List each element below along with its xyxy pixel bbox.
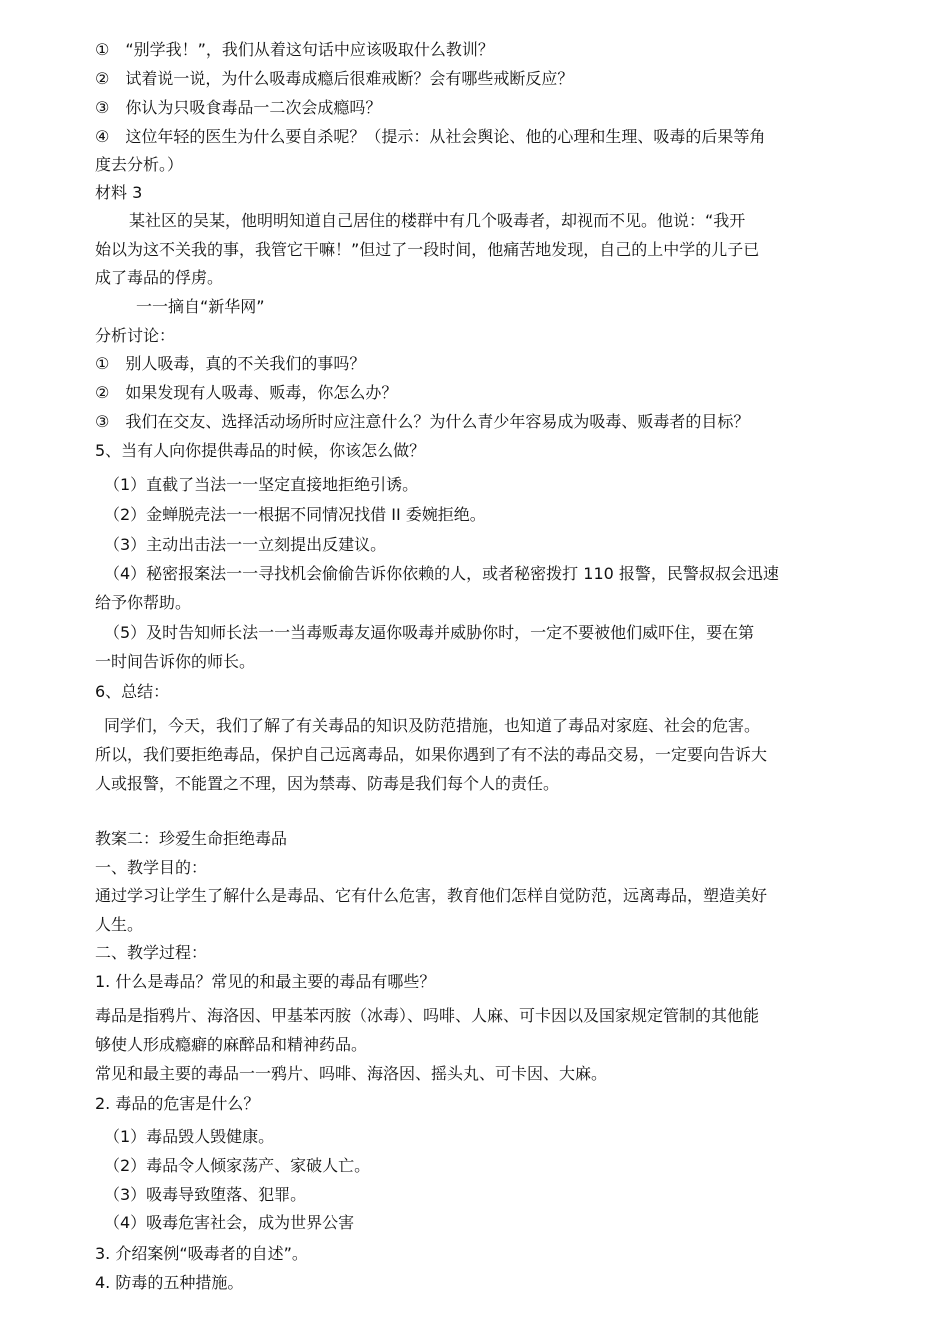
text-line: 2. 毒品的危害是什么？ (95, 1094, 260, 1113)
text-line: （2）毒品令人倾家荡产、家破人亡。 (104, 1156, 371, 1175)
text-line: 教案二：珍爱生命拒绝毒品 (95, 829, 288, 848)
text-line: ④ 这位年轻的医生为什么要自杀呢？（提示：从社会舆论、他的心理和生理、吸毒的后果等角 (95, 127, 766, 146)
text-line: （1）直截了当法一一坚定直接地拒绝引诱。 (104, 475, 419, 494)
text-line: （3）吸毒导致堕落、犯罪。 (104, 1185, 307, 1204)
text-line: （3）主动出击法一一立刻提出反建议。 (104, 535, 387, 554)
text-line: 度去分析。） (95, 155, 184, 174)
text-line: ② 如果发现有人吸毒、贩毒，你怎么办？ (95, 383, 398, 402)
text-line: 材料 3 (95, 183, 143, 202)
text-line: 6、总结： (95, 682, 170, 701)
text-line: 够使人形成瘾癖的麻醉品和精神药品。 (95, 1035, 368, 1054)
text-line: 5、当有人向你提供毒品的时候，你该怎么做？ (95, 441, 426, 460)
text-line: 常见和最主要的毒品一一鸦片、吗啡、海洛因、摇头丸、可卡因、大麻。 (95, 1064, 608, 1083)
text-line: ③ 你认为只吸食毒品一二次会成瘾吗？ (95, 98, 382, 117)
text-line: 同学们，今天，我们了解了有关毒品的知识及防范措施，也知道了毒品对家庭、社会的危害。 (104, 716, 761, 735)
text-line: 始以为这不关我的事，我管它干嘛！”但过了一段时间，他痛苦地发现，自己的上中学的儿子已 (95, 240, 760, 259)
text-line: 二、教学过程： (95, 943, 208, 962)
text-line: 一时间告诉你的师长。 (95, 652, 256, 671)
text-line: 人生。 (95, 915, 144, 934)
text-line: 4. 防毒的五种措施。 (95, 1273, 244, 1292)
text-line: ③ 我们在交友、选择活动场所时应注意什么？为什么青少年容易成为吸毒、贩毒者的目标？ (95, 412, 750, 431)
text-line: （2）金蝉脱壳法一一根据不同情况找借 II 委婉拒绝。 (104, 505, 486, 524)
text-line: （4）吸毒危害社会，成为世界公害 (104, 1213, 355, 1232)
text-line: 某社区的吴某，他明明知道自己居住的楼群中有几个吸毒者，却视而不见。他说：“我开 (129, 211, 746, 230)
text-line: ① “别学我！”，我们从着这句话中应该吸取什么教训？ (95, 40, 494, 59)
text-line: 一一摘自“新华网” (136, 297, 265, 316)
text-line: 3. 介绍案例“吸毒者的自述”。 (95, 1244, 308, 1263)
text-line: 成了毒品的俘虏。 (95, 268, 224, 287)
text-line: （4）秘密报案法一一寻找机会偷偷告诉你依赖的人，或者秘密拨打 110 报警，民警叔叔会迅速 (104, 564, 779, 583)
text-line: 给予你帮助。 (95, 593, 192, 612)
text-line: ① 别人吸毒，真的不关我们的事吗？ (95, 354, 366, 373)
text-line: 毒品是指鸦片、海洛因、甲基苯丙胺（冰毒）、吗啡、人麻、可卡因以及国家规定管制的其他能 (95, 1006, 760, 1025)
text-line: （1）毒品毁人毁健康。 (104, 1127, 275, 1146)
text-line: （5）及时告知师长法一一当毒贩毒友逼你吸毒并威胁你时，一定不要被他们威吓住，要在第 (104, 623, 755, 642)
text-line: 人或报警，不能置之不理，因为禁毒、防毒是我们每个人的责任。 (95, 774, 560, 793)
text-line: 所以，我们要拒绝毒品，保护自己远离毒品，如果你遇到了有不法的毒品交易，一定要向告诉大 (95, 745, 768, 764)
text-line: ② 试着说一说，为什么吸毒成瘾后很难戒断？会有哪些戒断反应？ (95, 69, 574, 88)
text-line: 1. 什么是毒品？常见的和最主要的毒品有哪些？ (95, 972, 436, 991)
text-line: 通过学习让学生了解什么是毒品、它有什么危害，教育他们怎样自觉防范，远离毒品，塑造美好 (95, 886, 768, 905)
text-line: 分析讨论： (95, 326, 176, 345)
text-line: 一、教学目的： (95, 858, 208, 877)
